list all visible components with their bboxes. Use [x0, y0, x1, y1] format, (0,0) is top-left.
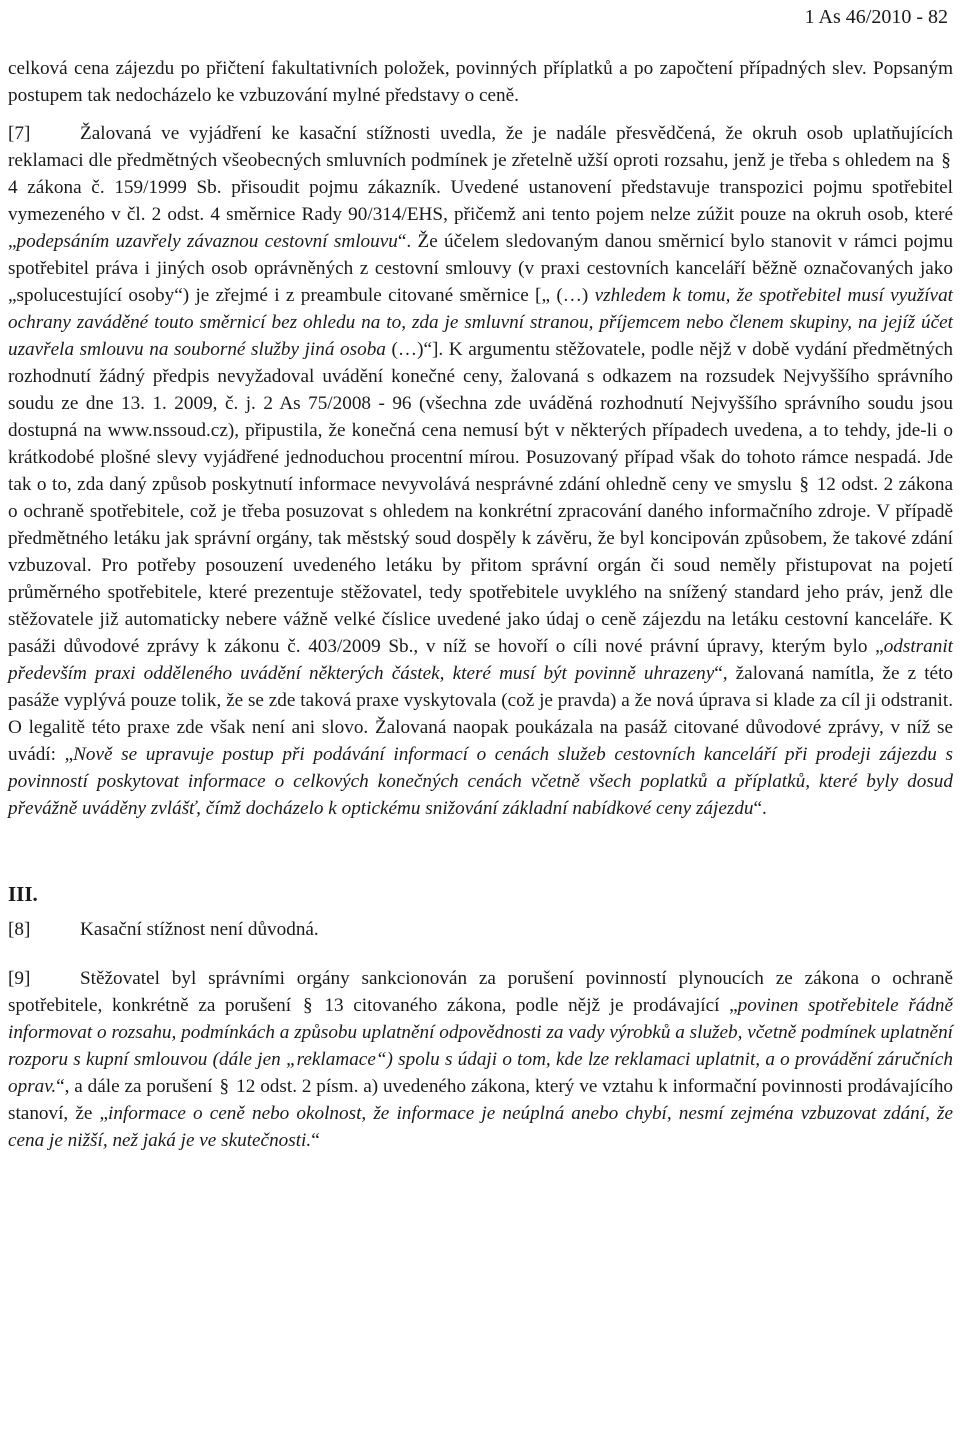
text-run: “ [311, 1130, 320, 1151]
italic-quote: odstranit především praxi odděleného uvádění některých částek, které musí být povinně uhrazeny [8, 636, 953, 684]
text-run: Žalovaná ve vyjádření ke kasační stížnosti uvedla, že je nadále přesvědčená, že okruh osob uplatňujících reklamaci dle předmětných všeobecných smluvních podmínek je zřetelně užší oproti rozsahu, jenž je třeba s ohledem na [8, 123, 953, 171]
italic-quote: vzhledem k tomu, že spotřebitel musí využívat ochrany zaváděné touto směrnicí bez ohledu na to, zda je smluvní stranou, příjemcem nebo členem skupiny, na jejíž účet uzavřela smlouvu na souborné služby jiná osoba [8, 285, 954, 360]
text-run: Kasační stížnost není důvodná. [80, 919, 319, 940]
paragraph-7 [8, 120, 953, 822]
italic-quote: povinen spotřebitele řádně informovat o rozsahu, podmínkách a způsobu uplatnění odpovědnosti za vady výrobků a služeb, včetně podmínek uplatnění rozporu s kupní smlouvou (dále jen „reklamace“) spolu s údaji o tom, kde lze reklamaci uplatnit, a o provádění záručních oprav. [8, 995, 954, 1097]
paragraph-number: [8] [8, 919, 31, 940]
section-symbol-icon: § [302, 995, 313, 1016]
section-symbol-icon: § [799, 474, 809, 495]
text-run: 13 citovaného zákona, podle nějž je prodávající „ [324, 995, 738, 1016]
section-symbol-icon: § [219, 1076, 230, 1097]
text-run: “, žalovaná namítla, že z této pasáže vyplývá pouze tolik, že se zde taková praxe vyskytovala (což je pravda) a že nová úprava si klade za cíl ji odstranit. O legalitě této praxe zde však není ani slovo. Žalovaná naopak poukázala na pasáž citované důvodové zprávy, v níž se uvádí: „ [8, 663, 953, 765]
case-number-header: 1 As 46/2010 - 82 [804, 6, 948, 28]
document-body [8, 55, 953, 1154]
text-run: “. [753, 798, 767, 819]
section-symbol-icon: § [941, 150, 951, 171]
paragraph-previous: celková cena zájezdu po přičtení fakultativních položek, povinných příplatků a po započtení případných slev. Popsaným postupem tak nedocházelo ke vzbuzování mylné představy o ceně. [8, 58, 953, 106]
italic-quote: podepsáním uzavřely závaznou cestovní smlouvu [16, 231, 398, 252]
text-run: Stěžovatel byl správními orgány sankcionován za porušení povinností plynoucích ze zákona o ochraně spotřebitele, konkrétně za porušení [8, 968, 953, 1016]
text-run: 12 odst. 2 zákona o ochraně spotřebitele, což je třeba posuzovat s ohledem na konkrétní zpracování daného informačního zdroje. V případě předmětného letáku jak správní orgány, tak městský soud dospěly k závěru, že byl koncipován způsobem, že takové zdání vzbuzoval. Pro potřeby posouzení uvedeného letáku by přitom správní orgán či soud neměly přistupovat na pojetí průměrného spotřebitele, které prezentuje stěžovatel, tedy spotřebitele uvyklého na snížený standard jeho práv, jenž dle stěžovatele již automaticky nebere vážně velké číslice uvedené jako údaj o ceně zájezdu na letáku cestovní kanceláře. K pasáži důvodové zprávy k zákonu č. 403/2009 Sb., v níž se hovoří o cíli nové právní úpravy, kterým bylo „ [8, 474, 954, 657]
paragraph-number: [7] [8, 123, 31, 144]
text-run: “. Že účelem sledovaným danou směrnicí bylo stanovit v rámci pojmu spotřebitel práva i jiných osob oprávněných z cestovní smlouvy (v praxi cestovních kanceláří běžně označovaných jako „spolucestující osoby“) je zřejmé i z preambule citované směrnice [„ (…) [8, 231, 953, 306]
text-run: 4 zákona č. 159/1999 Sb. přisoudit pojmu zákazník. Uvedené ustanovení představuje transpozici pojmu spotřebitel vymezeného v čl. 2 odst. 4 směrnice Rady 90/314/EHS, přičemž ani tento pojem nelze zúžit pouze na okruh osob, které „ [8, 177, 953, 252]
paragraph-number: [9] [8, 968, 31, 989]
paragraph-9 [8, 965, 953, 1154]
text-run: (…)“]. K argumentu stěžovatele, podle nějž v době vydání předmětných rozhodnutí žádný předpis nevyžadoval uvádění konečné ceny, žalovaná s odkazem na rozsudek Nejvyššího správního soudu ze dne 13. 1. 2009, č. j. 2 As 75/2008 - 96 (všechna zde uváděná rozhodnutí Nejvyššího správního soudu jsou dostupná na www.nssoud.cz), připustila, že konečná cena nemusí být v některých případech uvedena, a to tehdy, jde-li o krátkodobé plošné slevy vyjádřené jednoduchou procentní mírou. Posuzovaný případ však do tohoto rámce nespadá. Jde tak o to, zda daný způsob poskytnutí informace nevyvolává nesprávné zdání ohledně ceny ve smyslu [8, 339, 953, 495]
text-run: “, a dále za porušení [56, 1076, 213, 1097]
text-run: 12 odst. 2 písm. a) uvedeného zákona, který ve vztahu k informační povinnosti prodávajícího stanoví, že „ [8, 1076, 954, 1124]
paragraph-8 [8, 916, 953, 943]
section-heading: III. [8, 882, 38, 906]
italic-quote: Nově se upravuje postup při podávání informací o cenách služeb cestovních kanceláří při prodeji zájezdu s povinností poskytovat informace o celkových konečných cenách včetně všech poplatků a příplatků, které byly dosud převážně uváděny zvlášť, čímž docházelo k optickému snižování základní nabídkové ceny zájezdu [8, 744, 953, 819]
italic-quote: informace o ceně nebo okolnost, že informace je neúplná anebo chybí, nesmí zejména vzbuzovat zdání, že cena je nižší, než jaká je ve skutečnosti. [8, 1103, 953, 1151]
